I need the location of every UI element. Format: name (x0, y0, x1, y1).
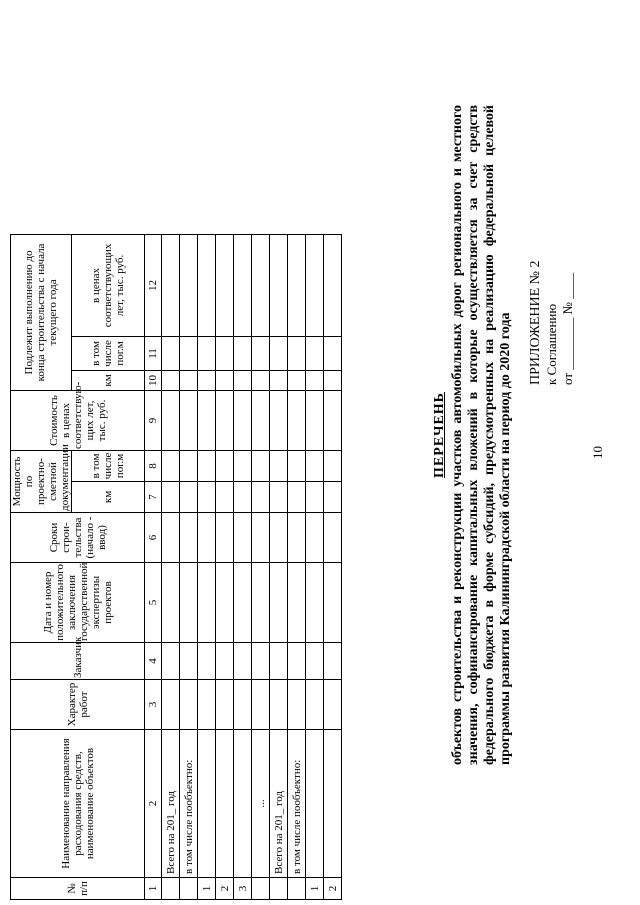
row-label: в том числе пообъектно: (288, 730, 306, 878)
row-ellipsis: ... (252, 730, 270, 878)
appendix-title: ПРИЛОЖЕНИЕ № 2 (528, 260, 543, 385)
header-customer: Заказчик (11, 643, 145, 680)
column-number: 7 (145, 482, 162, 513)
column-number: 12 (145, 234, 162, 336)
row-label: Всего на 201_ год (162, 730, 180, 878)
column-number: 6 (145, 513, 162, 563)
document-heading (432, 105, 514, 765)
row-label: Всего на 201_ год (270, 730, 288, 878)
table-row (180, 234, 198, 899)
header-complete-cost: в ценах соответствующих лет, тыс. руб. (72, 234, 145, 336)
page-number: 10 (590, 446, 605, 459)
header-complete-m: в том числе пог.м (72, 336, 145, 370)
appendix-block (528, 261, 576, 386)
column-number: 10 (145, 370, 162, 390)
table-header-row (11, 234, 72, 899)
row-number: 1 (198, 878, 216, 900)
table-row (198, 234, 216, 899)
appendix-line-1: к Соглашению (544, 303, 559, 385)
column-number: 8 (145, 450, 162, 481)
row-number: 1 (306, 878, 324, 900)
header-terms: Сроки строи- тельства (начало - ввод) (11, 513, 145, 563)
table-row (234, 234, 252, 899)
row-number: 3 (234, 878, 252, 900)
column-number: 9 (145, 390, 162, 450)
heading-text: объектов строительства и реконструкции участков автомобильных дорог регионального и местного значения, софинансирование капитальных вложений в которые осуществляется за счет средств федерального бюджета в форме субсидий, предусмотренных на реализацию федеральной целевой программы развития Калининградской области на период до 2020 года (450, 105, 513, 765)
column-number: 11 (145, 336, 162, 370)
column-number-row (145, 234, 162, 899)
table-row (288, 234, 306, 899)
column-number: 2 (145, 730, 162, 878)
table-row (162, 234, 180, 899)
row-label: в том числе пообъектно: (180, 730, 198, 878)
appendix-line-2: от ________ № ____ (560, 272, 575, 385)
table-row (324, 234, 342, 899)
table-row (252, 234, 270, 899)
header-work-type: Характер работ (11, 680, 145, 730)
row-number: 2 (216, 878, 234, 900)
header-capacity-km: км (72, 482, 145, 513)
header-capacity-m: в том числе пог.м (72, 450, 145, 481)
column-number: 4 (145, 643, 162, 680)
objects-table (10, 234, 342, 900)
header-expertise: Дата и номер положительного заключения государственной экспертизы проектов (11, 563, 145, 643)
header-number: № п/п (11, 878, 145, 900)
column-number: 3 (145, 680, 162, 730)
column-number: 5 (145, 563, 162, 643)
header-to-complete: Подлежит выполнению до конца строительства с начала текущего года (11, 234, 72, 390)
header-complete-km: км (72, 370, 145, 390)
column-number: 1 (145, 878, 162, 900)
header-capacity: Мощность по проектно- сметной документации (11, 444, 71, 511)
table-row (306, 234, 324, 899)
heading-title: ПЕРЕЧЕНЬ (432, 392, 447, 478)
table-row (216, 234, 234, 899)
header-object-name: Наименование направления расходования средств, наименование объектов (11, 730, 145, 878)
table-row (270, 234, 288, 899)
header-cost: Стоимость в ценах соответствую- щих лет, тыс. руб. (11, 390, 145, 450)
row-number: 2 (324, 878, 342, 900)
